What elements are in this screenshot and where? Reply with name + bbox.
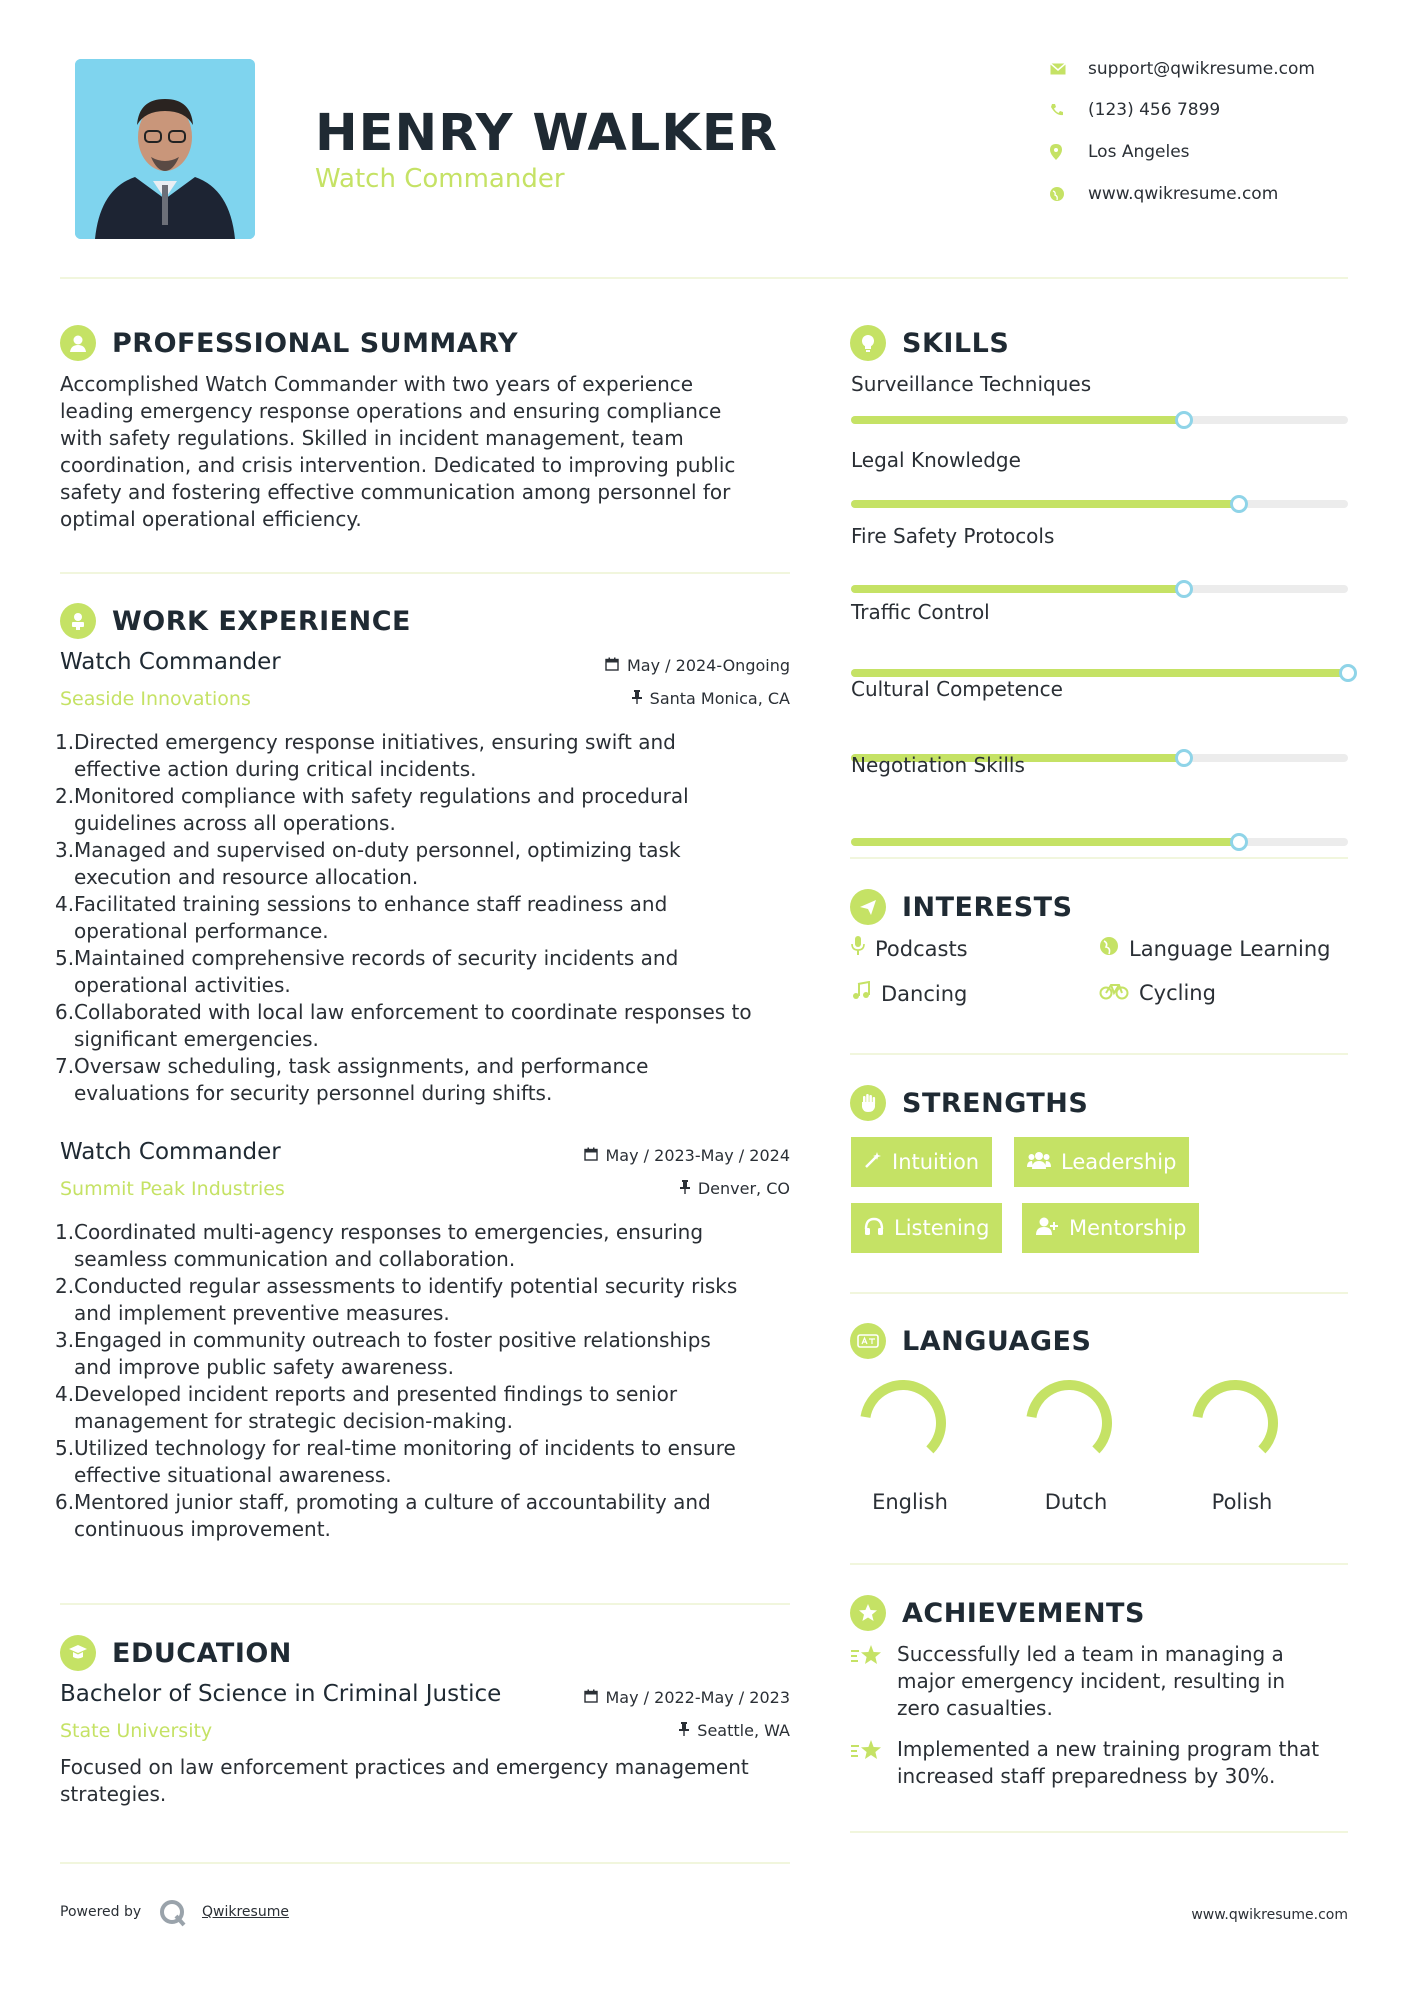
magic-wand-icon: [864, 1150, 882, 1174]
microphone-icon: [851, 936, 865, 961]
calendar-icon: [584, 1688, 598, 1707]
skill-bar-knob: [1175, 749, 1193, 767]
calendar-icon: [584, 1146, 598, 1165]
candidate-role: Watch Commander: [315, 164, 565, 194]
skill-name: Surveillance Techniques: [851, 372, 1092, 396]
strengths-divider: [850, 1292, 1348, 1294]
skill-bar-fill: [851, 669, 1348, 677]
contact-website[interactable]: [1050, 183, 1350, 205]
achievements-header: [850, 1593, 1145, 1633]
summary-line: optimal operational efficiency.: [60, 507, 362, 531]
list-item: 7. Oversaw scheduling, task assignments, and performance evaluations for security personnel during shifts.: [55, 1054, 649, 1105]
summary-divider: [60, 572, 790, 574]
job-location: [490, 689, 790, 708]
job-date: [490, 1146, 790, 1165]
interest-label: Language Learning: [1129, 936, 1331, 961]
music-note-icon: [851, 981, 871, 1006]
pin-icon: [680, 1179, 690, 1198]
list-item: 4. Developed incident reports and presented findings to senior management for strategic decision-making.: [55, 1382, 678, 1433]
pin-icon: [679, 1721, 689, 1740]
list-item: 1. Coordinated multi-agency responses to emergencies, ensuring seamless communication and collaboration.: [55, 1220, 704, 1271]
contact-phone[interactable]: [1050, 99, 1350, 121]
user-plus-icon: [1035, 1216, 1059, 1240]
contact-phone-text: (123) 456 7899: [1088, 100, 1221, 120]
skill-bar: [851, 838, 1348, 846]
profile-photo: [75, 59, 255, 239]
languages-divider: [850, 1563, 1348, 1565]
languages-header: [850, 1321, 1091, 1361]
powered-by-text: Powered by: [60, 1904, 142, 1920]
translate-icon: [850, 1323, 886, 1359]
languages-title: LANGUAGES: [902, 1325, 1092, 1357]
language-ring: [1172, 1377, 1312, 1477]
school-name: State University: [60, 1720, 213, 1742]
skill-name: Legal Knowledge: [851, 448, 1021, 472]
list-item: 2. Monitored compliance with safety regulations and procedural guidelines across all operations.: [55, 784, 689, 835]
contact-email-text: support@qwikresume.com: [1088, 59, 1315, 79]
list-item: 6. Collaborated with local law enforcement to coordinate responses to significant emergencies.: [55, 1000, 752, 1051]
skill-bar: [851, 416, 1348, 424]
experience-title: WORK EXPERIENCE: [112, 605, 411, 637]
job-company: Summit Peak Industries: [60, 1178, 285, 1200]
skill-bar-fill: [851, 585, 1184, 593]
job-location: [490, 1179, 790, 1198]
bicycle-icon: [1099, 981, 1129, 1005]
job-title: Watch Commander: [60, 1139, 281, 1165]
briefcase-user-icon: [60, 603, 96, 639]
interests-divider: [850, 1053, 1348, 1055]
interest-label: Podcasts: [875, 936, 968, 961]
job-date-text: May / 2023-May / 2024: [605, 1146, 790, 1165]
qwikresume-logo-icon: [158, 1898, 188, 1932]
user-icon: [60, 325, 96, 361]
achievement-line: Implemented a new training program that: [897, 1737, 1320, 1761]
achievement-line: zero casualties.: [897, 1696, 1053, 1720]
education-date: [490, 1688, 790, 1707]
language-label: English: [872, 1490, 948, 1514]
achievements-title: ACHIEVEMENTS: [902, 1597, 1145, 1629]
pin-icon: [632, 689, 642, 708]
skill-bar: [851, 500, 1348, 508]
list-item: 5. Maintained comprehensive records of security incidents and operational activities.: [55, 946, 679, 997]
contact-location-text: Los Angeles: [1088, 142, 1190, 162]
list-item: 3. Managed and supervised on-duty personnel, optimizing task execution and resource allocation.: [55, 838, 681, 889]
summary-line: with safety regulations. Skilled in incident management, team: [60, 426, 684, 450]
skill-name: Traffic Control: [851, 600, 990, 624]
skill-name: Fire Safety Protocols: [851, 524, 1055, 548]
list-item: 5. Utilized technology for real-time monitoring of incidents to ensure effective situational awareness.: [55, 1436, 736, 1487]
education-title: EDUCATION: [112, 1637, 292, 1669]
summary-line: Accomplished Watch Commander with two years of experience: [60, 372, 694, 396]
achievement-line: major emergency incident, resulting in: [897, 1669, 1286, 1693]
skill-name: Negotiation Skills: [851, 753, 1025, 777]
headphones-icon: [864, 1216, 884, 1240]
users-icon: [1027, 1150, 1051, 1174]
education-location-text: Seattle, WA: [697, 1721, 790, 1740]
summary-text: [60, 371, 800, 533]
job-title: Watch Commander: [60, 649, 281, 675]
lightbulb-icon: [850, 325, 886, 361]
interest-item: [1099, 936, 1330, 961]
language-label: Polish: [1211, 1490, 1273, 1514]
strengths-title: STRENGTHS: [902, 1087, 1089, 1119]
summary-line: coordination, and crisis intervention. Dedicated to improving public: [60, 453, 736, 477]
skill-bar-knob: [1175, 411, 1193, 429]
strength-tag: [851, 1137, 992, 1187]
qwikresume-link[interactable]: Qwikresume: [202, 1904, 289, 1920]
language-ring-arc: [865, 1385, 941, 1450]
interest-item: [851, 981, 967, 1006]
job-date-text: May / 2024-Ongoing: [627, 656, 790, 675]
job-duties-list: [55, 1219, 800, 1543]
list-item: 2. Conducted regular assessments to identify potential security risks and implement preventive measures.: [55, 1274, 738, 1325]
skill-bar: [851, 585, 1348, 593]
education-date-text: May / 2022-May / 2023: [605, 1688, 790, 1707]
strength-label: Listening: [894, 1216, 990, 1240]
strength-label: Intuition: [892, 1150, 980, 1174]
summary-line: leading emergency response operations and ensuring compliance: [60, 399, 722, 423]
interest-label: Dancing: [881, 981, 968, 1006]
achievement-item: [851, 1736, 1351, 1790]
contact-location: [1050, 141, 1350, 163]
hand-icon: [850, 1085, 886, 1121]
strength-tag: [1022, 1203, 1199, 1253]
list-item: 6. Mentored junior staff, promoting a culture of accountability and continuous improvement.: [55, 1490, 711, 1541]
skills-divider: [850, 857, 1348, 859]
education-description: [60, 1754, 800, 1808]
interest-item: [851, 936, 968, 961]
job-date: [490, 656, 790, 675]
skill-bar-knob: [1230, 833, 1248, 851]
calendar-icon: [605, 656, 619, 675]
experience-header: [60, 601, 411, 641]
skill-bar-fill: [851, 838, 1239, 846]
skills-title: SKILLS: [902, 327, 1010, 359]
interest-item: [1099, 981, 1216, 1005]
list-item: 3. Engaged in community outreach to foster positive relationships and improve public safety awareness.: [55, 1328, 711, 1379]
contact-website-text: www.qwikresume.com: [1088, 184, 1279, 204]
phone-icon: [1050, 103, 1088, 117]
summary-title: PROFESSIONAL SUMMARY: [112, 327, 519, 359]
summary-header: [60, 323, 518, 363]
interests-title: INTERESTS: [902, 891, 1073, 923]
experience-divider: [60, 1603, 790, 1605]
achievements-divider: [850, 1831, 1348, 1833]
list-item: 1. Directed emergency response initiatives, ensuring swift and effective action during critical incidents.: [55, 730, 676, 781]
contact-email[interactable]: [1050, 58, 1350, 80]
language-ring: [840, 1377, 980, 1477]
envelope-icon: [1050, 63, 1088, 75]
summary-line: safety and fostering effective communication among personnel for: [60, 480, 731, 504]
skill-bar-knob: [1230, 495, 1248, 513]
degree-title: Bachelor of Science in Criminal Justice: [60, 1681, 502, 1707]
achievement-line: increased staff preparedness by 30%.: [897, 1764, 1276, 1788]
skill-bar-fill: [851, 416, 1184, 424]
skill-name: Cultural Competence: [851, 677, 1063, 701]
interest-label: Cycling: [1139, 981, 1216, 1005]
education-location: [490, 1721, 790, 1740]
star-icon: [851, 1736, 883, 1790]
strength-tag: [851, 1203, 1002, 1253]
education-header: [60, 1633, 292, 1673]
language-ring: [1006, 1377, 1146, 1477]
header-divider: [60, 277, 1348, 279]
skill-bar: [851, 669, 1348, 677]
candidate-name: HENRY WALKER: [315, 104, 778, 163]
list-item: 4. Facilitated training sessions to enhance staff readiness and operational performance.: [55, 892, 668, 943]
skill-bar-fill: [851, 500, 1239, 508]
skills-header: [850, 323, 1009, 363]
strengths-header: [850, 1083, 1088, 1123]
strength-label: Leadership: [1061, 1150, 1177, 1174]
language-ring-arc: [1197, 1385, 1273, 1450]
globe-icon: [1099, 936, 1119, 961]
strength-tag: [1014, 1137, 1189, 1187]
language-label: Dutch: [1044, 1490, 1108, 1514]
job-company: Seaside Innovations: [60, 688, 251, 710]
footer-url[interactable]: www.qwikresume.com: [1191, 1907, 1348, 1923]
education-line: Focused on law enforcement practices and emergency management: [60, 1755, 749, 1779]
globe-icon: [1050, 187, 1088, 201]
graduate-icon: [60, 1635, 96, 1671]
achievement-line: Successfully led a team in managing a: [897, 1642, 1284, 1666]
interests-header: [850, 887, 1073, 927]
skill-bar-knob: [1175, 580, 1193, 598]
job-location-text: Denver, CO: [697, 1179, 790, 1198]
job-location-text: Santa Monica, CA: [649, 689, 790, 708]
strength-label: Mentorship: [1069, 1216, 1187, 1240]
language-ring-arc: [1031, 1385, 1107, 1450]
education-divider: [60, 1862, 790, 1864]
map-pin-icon: [1050, 144, 1088, 160]
paper-plane-icon: [850, 889, 886, 925]
achievement-item: [851, 1641, 1351, 1722]
star-badge-icon: [850, 1595, 886, 1631]
star-icon: [851, 1641, 883, 1722]
education-line: strategies.: [60, 1782, 167, 1806]
job-duties-list: [55, 729, 800, 1107]
skill-bar-knob: [1339, 664, 1357, 682]
